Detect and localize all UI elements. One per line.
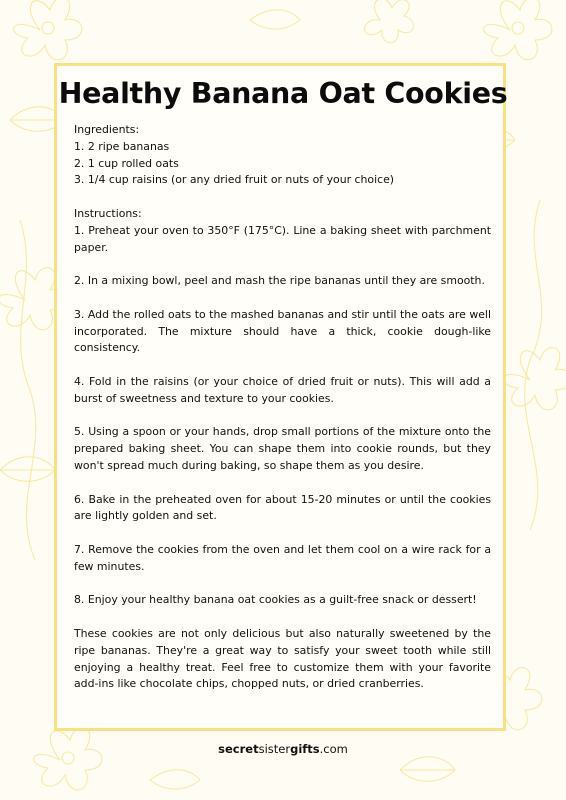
site-footer-link[interactable] xyxy=(0,742,566,756)
instruction-step-text: 1. Preheat your oven to 350°F (175°C). Line a baking sheet with parchment paper. xyxy=(74,223,491,254)
vine-icon xyxy=(525,200,542,530)
footer-text-bold: gifts xyxy=(290,742,320,756)
leaf-icon xyxy=(250,10,300,29)
instructions-heading: Instructions: xyxy=(74,206,142,220)
ingredient-item: 1. 2 ripe bananas xyxy=(74,139,170,153)
leaf-icon xyxy=(150,770,200,789)
instruction-step: 2. In a mixing bowl, peel and mash the ripe bananas until they are smooth. xyxy=(74,274,485,288)
flower-icon xyxy=(484,0,552,60)
leaf-icon xyxy=(0,457,55,481)
flower-icon xyxy=(14,0,82,60)
closing-paragraph: These cookies are not only delicious but also naturally sweetened by the ripe bananas. They're a great way to satisfy your sweet tooth while still enjoying a healthy treat. Feel free to customize them with your favorite add-ins like chocolate chips, chopped nuts, or dried cranberries. xyxy=(74,626,491,691)
footer-text-regular: sister xyxy=(258,742,291,756)
instruction-step: 8. Enjoy your healthy banana oat cookies as a guilt-free snack or dessert! xyxy=(74,593,477,607)
page-title: Healthy Banana Oat Cookies xyxy=(58,77,508,110)
instruction-step: 6. Bake in the preheated oven for about 15-20 minutes or until the cookies are lightly golden and set. xyxy=(74,492,491,523)
ingredient-item: 3. 1/4 cup raisins (or any dried fruit or nuts of your choice) xyxy=(74,173,395,187)
leaf-icon xyxy=(400,757,455,781)
flower-icon xyxy=(364,0,413,43)
instruction-step: 7. Remove the cookies from the oven and let them cool on a wire rack for a few minutes. xyxy=(74,542,491,573)
instruction-step: 4. Fold in the raisins (or your choice of dried fruit or nuts). This will add a burst of sweetness and texture to your cookies. xyxy=(74,374,491,405)
footer-text-bold: secret xyxy=(218,742,259,756)
instruction-step: 3. Add the rolled oats to the mashed bananas and stir until the oats are well incorporated. The mixture should have a thick, cookie dough-like consistency. xyxy=(74,307,491,355)
ingredients-heading: Ingredients: xyxy=(74,123,140,136)
ingredients-section xyxy=(74,122,491,189)
instruction-step xyxy=(74,206,491,256)
recipe-content xyxy=(74,122,491,693)
footer-text-regular: .com xyxy=(319,742,348,756)
flower-icon xyxy=(34,728,102,790)
ingredient-item: 2. 1 cup rolled oats xyxy=(74,156,179,170)
instruction-step: 5. Using a spoon or your hands, drop small portions of the mixture onto the prepared baking sheet. You can shape them into cookie rounds, but they won't spread much during baking, so shape them as you desire. xyxy=(74,425,491,472)
flower-icon xyxy=(504,348,566,410)
